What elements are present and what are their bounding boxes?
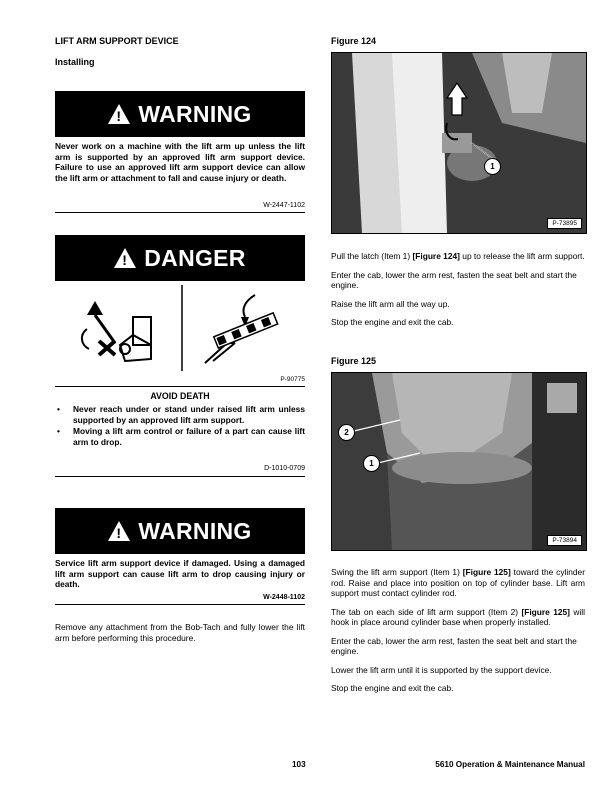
page-number: 103 (292, 760, 306, 769)
figure-code: P-73895 (547, 218, 582, 229)
callout-marker: 1 (484, 158, 501, 175)
danger-bullet: • Moving a lift arm control or failure of a part can cause lift arm to drop. (55, 426, 305, 447)
instruction-text: Stop the engine and exit the cab. (331, 317, 454, 327)
figure-125-photo (331, 372, 587, 551)
warning-triangle-icon: ! (108, 521, 130, 541)
callout-marker: 1 (363, 455, 380, 472)
instruction-text: will hook in place around cylinder base when properly installed. (331, 606, 585, 627)
danger-bullets (55, 404, 305, 448)
danger-heading: AVOID DEATH (150, 391, 210, 401)
figure-reference: [Figure 125] (462, 567, 511, 577)
manual-title: 5610 Operation & Maintenance Manual (435, 760, 585, 769)
danger-code: D-1010-0709 (264, 465, 305, 472)
divider (55, 604, 305, 605)
instruction-text: The tab on each side of lift arm support (Item 2) (331, 606, 522, 617)
section-subtitle: Installing (55, 57, 95, 67)
instruction-paragraph: Remove any attachment from the Bob-Tach and fully lower the lift arm before performing this procedure. (55, 622, 305, 643)
divider (55, 212, 305, 213)
warning-banner (55, 91, 305, 137)
instruction-text: Stop the engine and exit the cab. (331, 683, 454, 693)
danger-label: DANGER (144, 244, 246, 271)
instruction-block (331, 251, 585, 328)
instruction-text: Enter the cab, lower the arm rest, fasten the seat belt and start the engine. (331, 635, 577, 656)
instruction-text: Raise the lift arm all the way up. (331, 298, 450, 309)
warning-code: W-2448-1102 (263, 594, 305, 601)
warning-label: WARNING (138, 100, 252, 127)
warning-triangle-icon: ! (108, 104, 130, 124)
instruction-text: Lower the lift arm until it is supported by the support device. (331, 664, 552, 675)
figure-code: P-73894 (547, 535, 582, 546)
warning-triangle-icon: ! (114, 248, 136, 268)
figure-reference: [Figure 125] (521, 606, 570, 617)
section-title: LIFT ARM SUPPORT DEVICE (55, 36, 179, 46)
warning-code: W-2447-1102 (263, 202, 305, 209)
danger-bullet: • Never reach under or stand under raised lift arm unless supported by an approved lift arm support. (55, 404, 305, 425)
figure-124-photo (331, 52, 587, 234)
divider (55, 386, 305, 387)
figure-caption: Figure 125 (331, 356, 377, 366)
figure-caption: Figure 124 (331, 36, 377, 46)
danger-banner (55, 235, 305, 281)
divider (55, 476, 305, 477)
warning-text: Never work on a machine with the lift arm up unless the lift arm is supported by an approved lift arm support device. Failure to use an approved lift arm support device can allow the lift arm or attachment to fall and cause injury or death. (55, 141, 305, 183)
figure-reference: [Figure 124] (412, 251, 460, 261)
danger-image-code: P-90775 (280, 376, 305, 383)
danger-pictogram (55, 283, 305, 375)
instruction-text: up to release the lift arm support. (459, 251, 585, 261)
instruction-text: Pull the latch (Item 1) (331, 251, 413, 261)
callout-marker: 2 (338, 424, 355, 441)
instruction-text: toward the cylinder rod. Raise and place into position on top of cylinder base. Lift arm support must contact cylinder rod. (331, 567, 585, 598)
instruction-text: Enter the cab, lower the arm rest, fasten the seat belt and start the engine. (331, 269, 577, 290)
warning-text: Service lift arm support device if damaged. Using a damaged lift arm support can cause lift arm to drop causing injury or death. (55, 558, 305, 589)
warning-banner (55, 508, 305, 554)
instruction-block (331, 567, 585, 694)
warning-label: WARNING (138, 517, 252, 544)
instruction-text: Swing the lift arm support (Item 1) (331, 567, 463, 577)
